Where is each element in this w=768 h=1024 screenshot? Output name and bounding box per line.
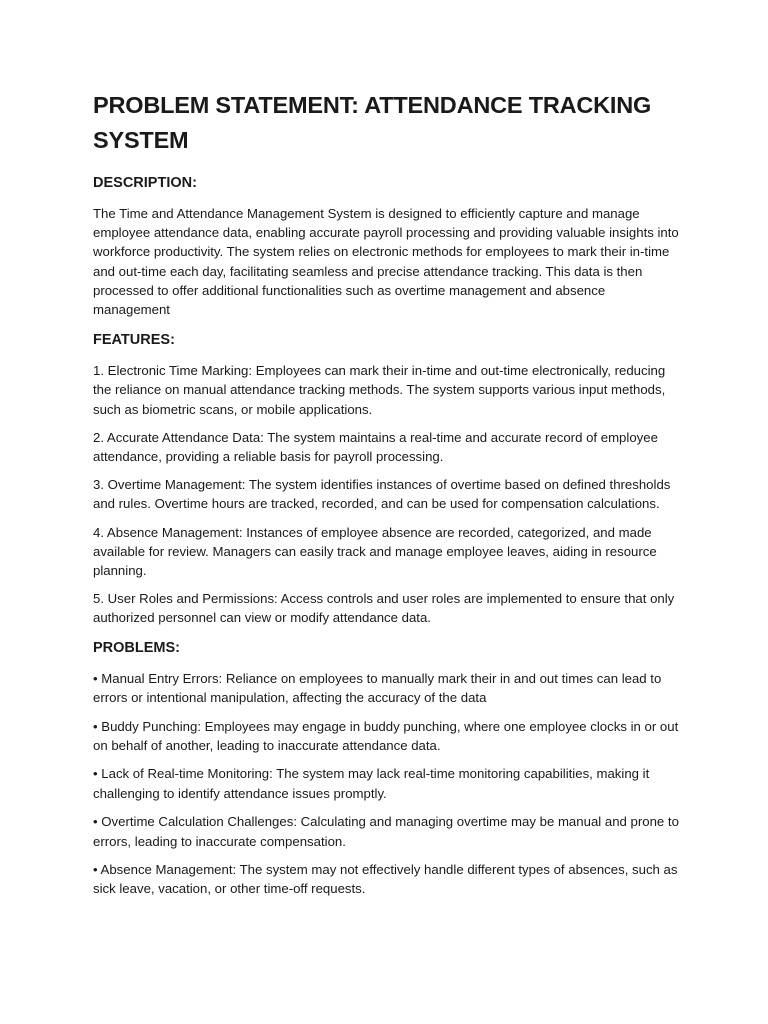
problems-heading: PROBLEMS:: [93, 639, 180, 656]
problems-section: [93, 639, 683, 899]
feature-item-accurate-attendance-data: 2. Accurate Attendance Data: The system maintains a real-time and accurate record of employee attendance, providing a reliable basis for payroll processing.: [93, 429, 658, 465]
features-section: [93, 331, 683, 627]
problem-item-overtime-calculation: • Overtime Calculation Challenges: Calculating and managing overtime may be manual and prone to errors, leading to inaccurate compensation.: [93, 814, 679, 849]
description-text: The Time and Attendance Management System is designed to efficiently capture and manage employee attendance data, enabling accurate payroll processing and providing valuable insights into workforce productivity. The system relies on electronic methods for employees to mark their in-time and out-time each day, facilitating seamless and precise attendance tracking. This data is then processed to offer additional functionalities such as overtime management and absence management: [93, 206, 679, 318]
problem-item-absence-management: • Absence Management: The system may not effectively handle different types of absences, such as sick leave, vacation, or other time-off requests.: [93, 862, 678, 897]
feature-item-absence-management: 4. Absence Management: Instances of employee absence are recorded, categorized, and made available for review. Managers can easily track and manage employee leaves, aiding in resource planning.: [93, 524, 657, 579]
feature-item-electronic-time-marking: 1. Electronic Time Marking: Employees can mark their in-time and out-time electronically, reducing the reliance on manual attendance tracking methods. The system supports various input methods, such as biometric scans, or mobile applications.: [93, 363, 666, 417]
feature-item-user-roles-permissions: 5. User Roles and Permissions: Access controls and user roles are implemented to ensure that only authorized personnel can view or modify attendance data.: [93, 591, 675, 626]
description-section: [93, 174, 683, 319]
problem-item-real-time-monitoring: • Lack of Real-time Monitoring: The system may lack real-time monitoring capabilities, making it challenging to identify attendance issues promptly.: [93, 766, 650, 801]
page-title: PROBLEM STATEMENT: ATTENDANCE TRACKING SYSTEM: [93, 92, 652, 153]
problem-item-buddy-punching: • Buddy Punching: Employees may engage in buddy punching, where one employee clocks in or out on behalf of another, leading to inaccurate attendance data.: [93, 718, 679, 753]
features-list: [93, 361, 683, 627]
description-heading: DESCRIPTION:: [93, 175, 197, 191]
document-page: [93, 88, 683, 908]
feature-item-overtime-management: 3. Overtime Management: The system identifies instances of overtime based on defined thresholds and rules. Overtime hours are tracked, recorded, and can be used for compensation calculations.: [93, 477, 671, 512]
features-heading: FEATURES:: [93, 332, 175, 349]
problem-item-manual-entry-errors: • Manual Entry Errors: Reliance on employees to manually mark their in and out times can lead to errors or intentional manipulation, affecting the accuracy of the data: [93, 670, 662, 705]
problems-list: [93, 669, 683, 899]
